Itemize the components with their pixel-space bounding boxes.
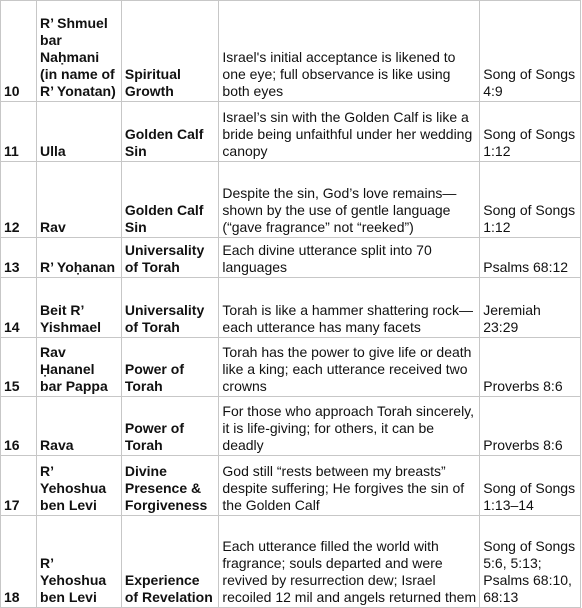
sage-cell[interactable]: Rava [37, 397, 122, 456]
source-cell[interactable]: Song of Songs 4:9 [480, 1, 581, 102]
theme-cell[interactable]: Universality of Torah [121, 238, 219, 278]
sage-cell[interactable]: R’ Yehoshua ben Levi [37, 456, 122, 516]
sage-cell[interactable]: Rav Ḥananel bar Pappa [37, 338, 122, 397]
source-cell[interactable]: Song of Songs 1:12 [480, 102, 581, 162]
theme-cell[interactable]: Golden Calf Sin [121, 162, 219, 238]
theme-cell[interactable]: Spiritual Growth [121, 1, 219, 102]
description-cell[interactable]: God still “rests between my breasts” despite suffering; He forgives the sin of the Golden Calf [219, 456, 480, 516]
source-cell[interactable]: Song of Songs 5:6, 5:13; Psalms 68:10, 68:13 [480, 516, 581, 608]
theme-cell[interactable]: Golden Calf Sin [121, 102, 219, 162]
table-row [1, 516, 581, 608]
sage-cell[interactable]: R’ Yoḥanan [37, 238, 122, 278]
description-cell[interactable]: Each utterance filled the world with fragrance; souls departed and were revived by resurrection dew; Israel recoiled 12 mil and angels returned them [219, 516, 480, 608]
row-number-cell[interactable]: 16 [1, 397, 37, 456]
sage-cell[interactable]: Beit R’ Yishmael [37, 278, 122, 338]
theme-cell[interactable]: Universality of Torah [121, 278, 219, 338]
sage-cell[interactable]: Ulla [37, 102, 122, 162]
table-row [1, 278, 581, 338]
row-number-cell[interactable]: 11 [1, 102, 37, 162]
row-number-cell[interactable]: 17 [1, 456, 37, 516]
description-cell[interactable]: Israel's initial acceptance is likened to one eye; full observance is like using both eyes [219, 1, 480, 102]
sage-cell[interactable]: Rav [37, 162, 122, 238]
table-row [1, 1, 581, 102]
sage-cell[interactable]: R’ Shmuel bar Naḥmani (in name of R’ Yonatan) [37, 1, 122, 102]
row-number-cell[interactable]: 14 [1, 278, 37, 338]
table-row [1, 456, 581, 516]
source-cell[interactable]: Song of Songs 1:13–14 [480, 456, 581, 516]
theme-cell[interactable]: Divine Presence & Forgiveness [121, 456, 219, 516]
source-cell[interactable]: Psalms 68:12 [480, 238, 581, 278]
theme-cell[interactable]: Experience of Revelation [121, 516, 219, 608]
description-cell[interactable]: Torah has the power to give life or death like a king; each utterance received two crowns [219, 338, 480, 397]
theme-cell[interactable]: Power of Torah [121, 338, 219, 397]
theme-cell[interactable]: Power of Torah [121, 397, 219, 456]
row-number-cell[interactable]: 13 [1, 238, 37, 278]
description-cell[interactable]: For those who approach Torah sincerely, it is life-giving; for others, it can be deadly [219, 397, 480, 456]
description-cell[interactable]: Each divine utterance split into 70 languages [219, 238, 480, 278]
table-row [1, 162, 581, 238]
description-cell[interactable]: Israel’s sin with the Golden Calf is like a bride being unfaithful under her wedding canopy [219, 102, 480, 162]
table-row [1, 102, 581, 162]
sage-cell[interactable]: R’ Yehoshua ben Levi [37, 516, 122, 608]
table-row [1, 238, 581, 278]
source-cell[interactable]: Jeremiah 23:29 [480, 278, 581, 338]
row-number-cell[interactable]: 15 [1, 338, 37, 397]
source-cell[interactable]: Proverbs 8:6 [480, 397, 581, 456]
source-cell[interactable]: Proverbs 8:6 [480, 338, 581, 397]
row-number-cell[interactable]: 18 [1, 516, 37, 608]
row-number-cell[interactable]: 10 [1, 1, 37, 102]
description-cell[interactable]: Despite the sin, God’s love remains—shown by the use of gentle language (“gave fragrance” not “reeked”) [219, 162, 480, 238]
description-cell[interactable]: Torah is like a hammer shattering rock—each utterance has many facets [219, 278, 480, 338]
source-cell[interactable]: Song of Songs 1:12 [480, 162, 581, 238]
table-row [1, 397, 581, 456]
row-number-cell[interactable]: 12 [1, 162, 37, 238]
table-row [1, 338, 581, 397]
